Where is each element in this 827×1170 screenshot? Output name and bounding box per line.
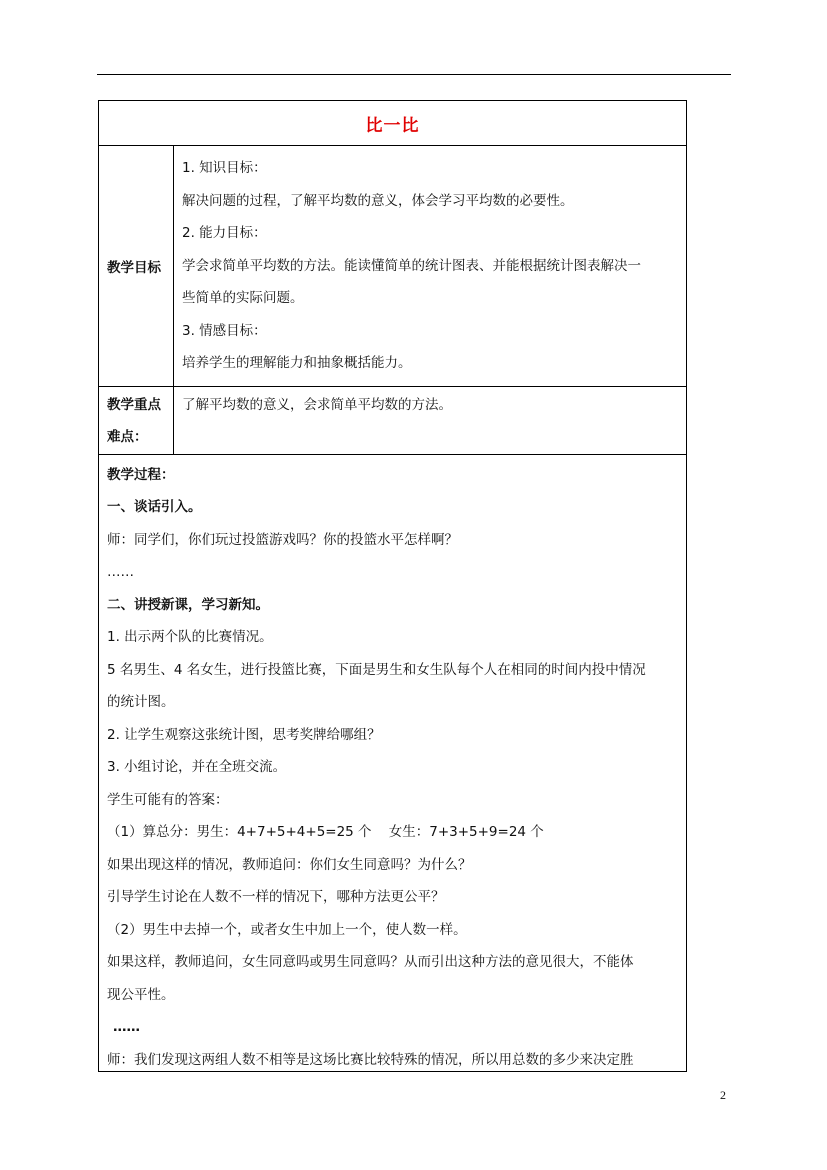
lesson-title: 比一比	[365, 115, 420, 136]
objectives-content	[174, 146, 687, 387]
guide-text: 引导学生讨论在人数不一样的情况下，哪种方法更公平？	[107, 889, 445, 905]
key-points-row	[99, 386, 687, 454]
section-heading: 二、讲授新课，学习新知。	[107, 596, 269, 613]
objective-line: 解决问题的过程，了解平均数的意义，体会学习平均数的必要性。	[182, 192, 574, 209]
step-text: 1. 出示两个队的比赛情况。	[107, 629, 273, 645]
answer-text: （1）算总分：男生：4+7+5+4+5=25 个 女生：7+3+5+9=24 个	[107, 824, 544, 840]
key-points-content: 了解平均数的意义，会求简单平均数的方法。	[182, 396, 452, 413]
lesson-plan-table	[98, 100, 687, 1072]
description-text: 的统计图。	[107, 694, 175, 710]
page-number: 2	[720, 1088, 726, 1102]
objective-line: 3. 情感目标：	[182, 322, 267, 339]
objective-line: 学会求简单平均数的方法。能读懂简单的统计图表、并能根据统计图表解决一	[182, 257, 641, 274]
followup-text: 如果这样，教师追问，女生同意吗或男生同意吗？从而引出这种方法的意见很大，不能体	[107, 954, 634, 970]
teacher-statement: 师：我们发现这两组人数不相等是这场比赛比较特殊的情况，所以用总数的多少来决定胜	[107, 1051, 634, 1068]
key-points-content-cell	[174, 386, 687, 454]
answers-intro: 学生可能有的答案：	[107, 791, 229, 808]
key-points-label-line1: 教学重点	[107, 396, 161, 413]
followup-text: 现公平性。	[107, 986, 175, 1003]
header-rule	[97, 74, 731, 75]
description-text: 5 名男生、4 名女生，进行投篮比赛，下面是男生和女生队每个人在相同的时间内投中情况	[107, 661, 646, 678]
process-row	[99, 454, 687, 1071]
ellipsis: ……	[107, 564, 134, 580]
answer-text: （2）男生中去掉一个，或者女生中加上一个，使人数一样。	[107, 921, 467, 938]
followup-text: 如果出现这样的情况，教师追问：你们女生同意吗？为什么？	[107, 856, 472, 873]
objective-line: 培养学生的理解能力和抽象概括能力。	[182, 355, 412, 371]
key-points-label-cell	[99, 386, 174, 454]
objective-line: 1. 知识目标：	[182, 160, 267, 176]
process-content	[107, 459, 680, 1071]
ellipsis: ……	[113, 1019, 140, 1035]
objective-line: 些简单的实际问题。	[182, 290, 304, 306]
objectives-label-cell	[99, 146, 174, 387]
key-points-label-line2: 难点：	[107, 429, 148, 445]
objectives-row	[99, 146, 687, 387]
step-text: 2. 让学生观察这张统计图，思考奖牌给哪组？	[107, 726, 381, 743]
title-row	[99, 101, 687, 146]
section-heading: 一、谈话引入。	[107, 499, 202, 515]
step-text: 3. 小组讨论，并在全班交流。	[107, 759, 287, 775]
objectives-label: 教学目标	[107, 259, 161, 276]
objective-line: 2. 能力目标：	[182, 225, 267, 241]
process-heading: 教学过程：	[107, 466, 175, 483]
process-cell	[99, 454, 687, 1071]
teacher-question: 师：同学们，你们玩过投篮游戏吗？你的投篮水平怎样啊？	[107, 531, 458, 548]
title-cell	[99, 101, 687, 146]
